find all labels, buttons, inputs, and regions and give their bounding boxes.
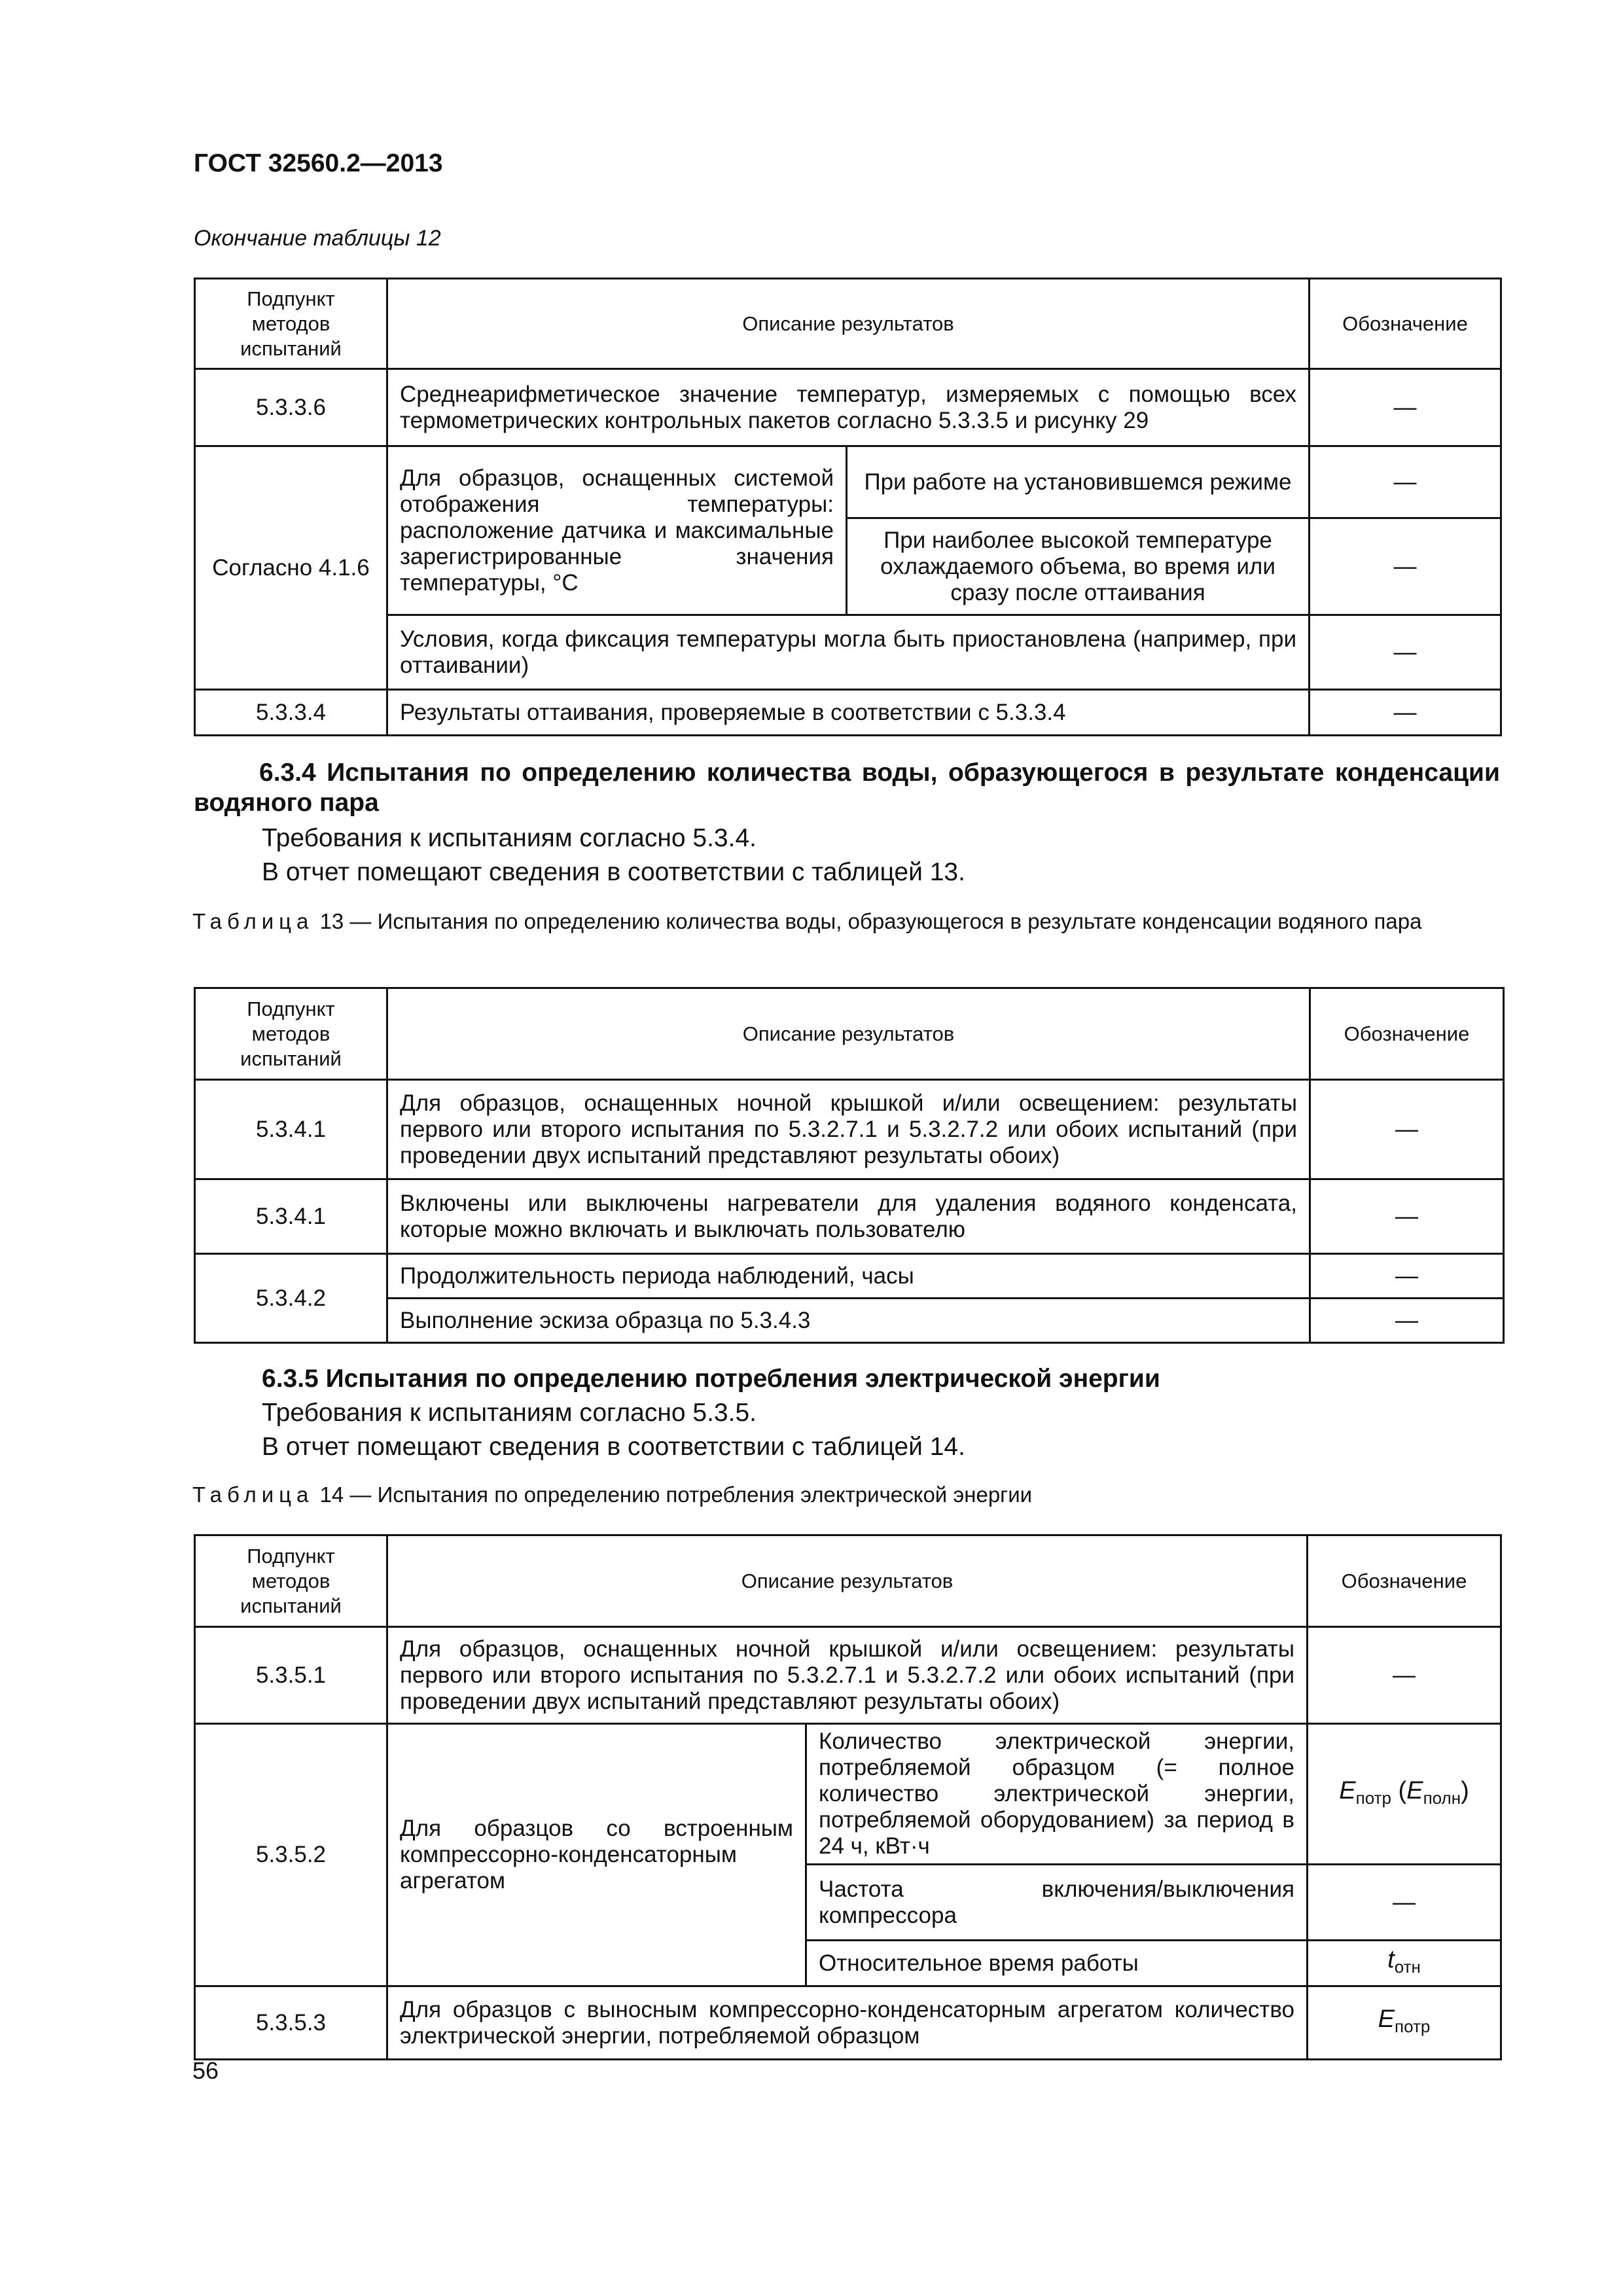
table-14-caption — [192, 1482, 1032, 1508]
symbol-e: E — [1406, 1776, 1423, 1804]
table-14 — [194, 1534, 1502, 2060]
symbol-e: E — [1378, 2005, 1395, 2033]
col-header-clause: Подпункт методов испытаний — [195, 1535, 387, 1627]
clause-cell: Согласно 4.1.6 — [195, 446, 387, 690]
description-cell: Среднеарифметическое значение температур, измеряемых с помощью всех термометрических контрольных пакетов согласно 5.3.3.5 и рисунку 29 — [387, 369, 1310, 446]
symbol-cell: — — [1310, 1254, 1504, 1299]
paragraph: В отчет помещают сведения в соответствии с таблицей 14. — [262, 1433, 965, 1461]
table-12 — [194, 278, 1502, 736]
col-header-symbol: Обозначение — [1310, 988, 1504, 1080]
sub-description-cell: Относительное время работы — [806, 1941, 1308, 1986]
page-number: 56 — [192, 2057, 219, 2084]
caption-text: 13 — Испытания по определению количества воды, образующегося в результате конденсации водяного пара — [319, 909, 1422, 933]
clause-cell: 5.3.5.3 — [195, 1986, 387, 2060]
col-header-description: Описание результатов — [387, 1535, 1308, 1627]
description-cell: Для образцов, оснащенных системой отображения температуры: расположение датчика и максимальные зарегистрированные значения температуры, °С — [387, 446, 847, 615]
symbol-subscript: потр — [1355, 1787, 1391, 1808]
continuation-caption: Окончание таблицы 12 — [194, 226, 441, 251]
symbol-cell: — — [1310, 518, 1501, 615]
symbol-cell: — — [1308, 1865, 1501, 1941]
sub-description-cell: При работе на установившемся режиме — [847, 446, 1310, 518]
section-heading-6-3-4: 6.3.4 Испытания по определению количества воды, образующегося в результате конденсации водяного пара — [194, 759, 1500, 817]
col-header-symbol: Обозначение — [1308, 1535, 1501, 1627]
col-header-clause: Подпункт методов испытаний — [195, 988, 387, 1080]
col-header-description: Описание результатов — [387, 279, 1310, 369]
symbol-cell: — — [1310, 690, 1501, 736]
clause-cell: 5.3.5.2 — [195, 1724, 387, 1986]
clause-cell: 5.3.5.1 — [195, 1627, 387, 1724]
description-cell: Условия, когда фиксация температуры могла быть приостановлена (например, при оттаивании) — [387, 615, 1310, 690]
sub-description-cell: При наиболее высокой температуре охлаждаемого объема, во время или сразу после оттаивания — [847, 518, 1310, 615]
symbol-cell: — — [1310, 1179, 1504, 1254]
table-13 — [194, 987, 1505, 1344]
symbol-cell: — — [1308, 1627, 1501, 1724]
symbol-cell — [1308, 1941, 1501, 1986]
symbol-subscript: потр — [1395, 2017, 1431, 2036]
paragraph: Требования к испытаниям согласно 5.3.4. — [262, 824, 757, 852]
col-header-description: Описание результатов — [387, 988, 1310, 1080]
col-header-symbol: Обозначение — [1310, 279, 1501, 369]
sub-description-cell: Количество электрической энергии, потребляемой образцом (= полное количество электрической энергии, потребляемой оборудованием) за период в 24 ч, кВт·ч — [806, 1724, 1308, 1865]
clause-cell: 5.3.3.4 — [195, 690, 387, 736]
section-heading-6-3-5: 6.3.5 Испытания по определению потребления электрической энергии — [262, 1365, 1160, 1393]
description-cell: Для образцов с выносным компрессорно-конденсаторным агрегатом количество электрической энергии, потребляемой образцом — [387, 1986, 1308, 2060]
document-header: ГОСТ 32560.2—2013 — [194, 149, 443, 177]
symbol-subscript: отн — [1394, 1957, 1421, 1977]
clause-cell: 5.3.4.1 — [195, 1080, 387, 1179]
symbol-subscript: полн — [1423, 1787, 1461, 1808]
col-header-clause: Подпункт методов испытаний — [195, 279, 387, 369]
symbol-cell: — — [1310, 1080, 1504, 1179]
description-cell: Для образцов, оснащенных ночной крышкой и/или освещением: результаты первого или второго испытания по 5.3.2.7.1 и 5.3.2.7.2 или обоих испытаний (при проведении двух испытаний представляют результаты обоих) — [387, 1627, 1308, 1724]
clause-cell: 5.3.4.1 — [195, 1179, 387, 1254]
symbol-cell: — — [1310, 615, 1501, 690]
sub-description-cell: Частота включения/выключения компрессора — [806, 1865, 1308, 1941]
description-cell: Для образцов, оснащенных ночной крышкой и/или освещением: результаты первого или второго испытания по 5.3.2.7.1 и 5.3.2.7.2 или обоих испытаний (при проведении двух испытаний представляют результаты обоих) — [387, 1080, 1310, 1179]
caption-text: 14 — Испытания по определению потребления электрической энергии — [319, 1482, 1033, 1507]
description-cell: Включены или выключены нагреватели для удаления водяного конденсата, которые можно включать и выключать пользователю — [387, 1179, 1310, 1254]
symbol-t: t — [1387, 1946, 1395, 1973]
caption-label: Таблица — [192, 1482, 314, 1507]
description-cell: Выполнение эскиза образца по 5.3.4.3 — [387, 1299, 1310, 1343]
symbol-e: E — [1339, 1776, 1356, 1804]
caption-label: Таблица — [192, 909, 314, 933]
description-cell: Для образцов со встроенным компрессорно-конденсаторным агрегатом — [387, 1724, 806, 1986]
paragraph: Требования к испытаниям согласно 5.3.5. — [262, 1399, 757, 1427]
symbol-cell: — — [1310, 369, 1501, 446]
paragraph: В отчет помещают сведения в соответствии с таблицей 13. — [262, 858, 965, 886]
clause-cell: 5.3.3.6 — [195, 369, 387, 446]
table-13-caption — [192, 908, 1500, 935]
symbol-cell: — — [1310, 446, 1501, 518]
description-cell: Результаты оттаивания, проверяемые в соответствии с 5.3.3.4 — [387, 690, 1310, 736]
clause-cell: 5.3.4.2 — [195, 1254, 387, 1343]
symbol-cell: $E_{потр}$ $(E_{полн})$ — [1308, 1724, 1501, 1865]
symbol-cell — [1308, 1986, 1501, 2060]
description-cell: Продолжительность периода наблюдений, часы — [387, 1254, 1310, 1299]
symbol-cell: — — [1310, 1299, 1504, 1343]
